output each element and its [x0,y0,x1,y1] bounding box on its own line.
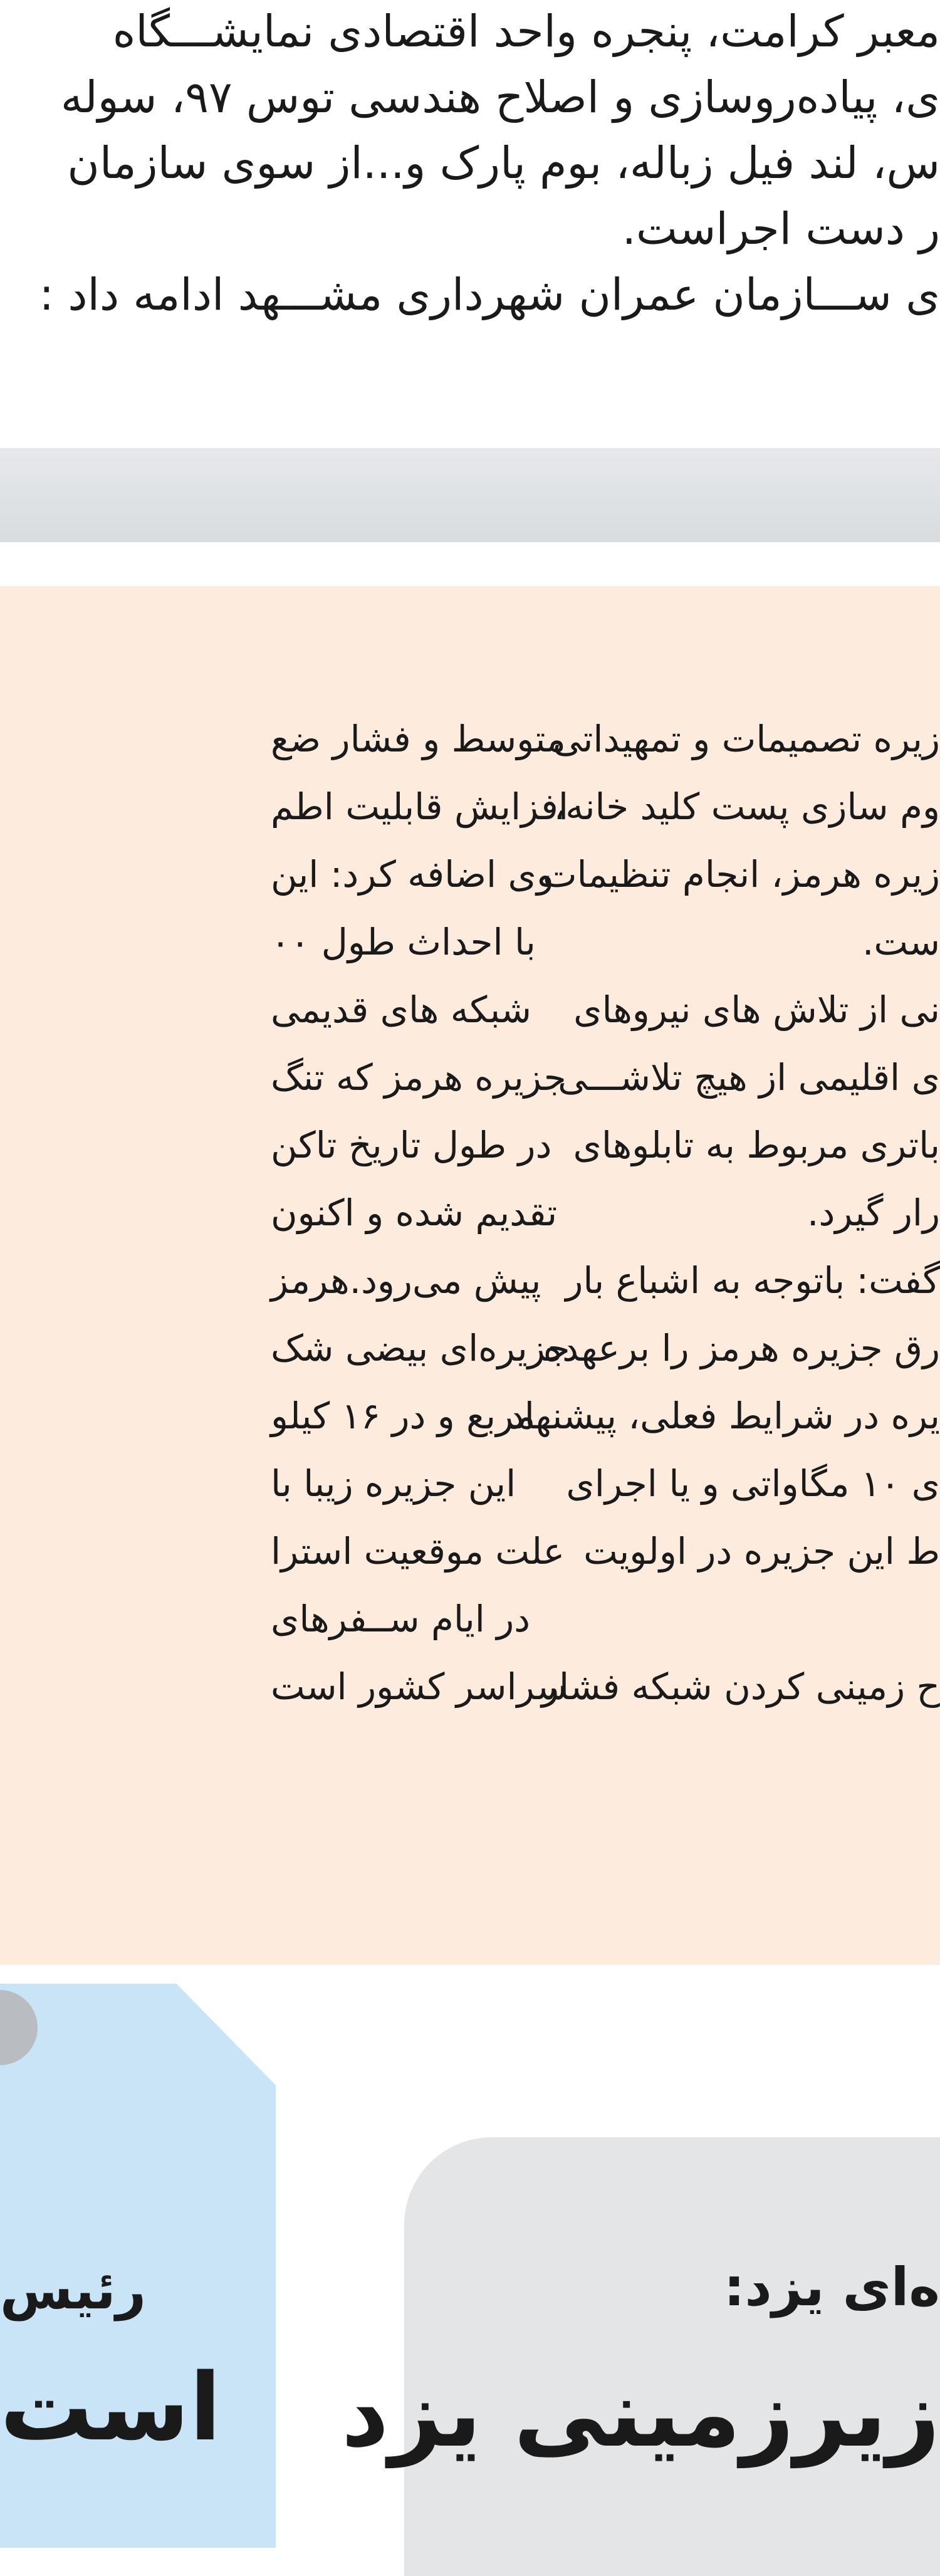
divider-band [0,448,940,542]
grey-quote-box [341,2137,940,2576]
article-line: متوسط و فشار ضع [271,718,566,760]
article-section [0,586,940,1965]
article-line: تقدیم شده و اکنون [271,1191,558,1234]
grey-box-headline: زیرزمینی یزد [341,2360,940,2468]
article-line: نی از تلاش های نیروهای [573,988,940,1031]
article-line: یره در شرایط فعلی، پیشنهاد [508,1395,940,1437]
article-line: وی اضافه کرد: این [271,853,554,896]
blue-box-headline: است [0,2353,221,2461]
article-line: زیره هرمز، انجام تنظیمات [542,853,940,896]
article-line: علت موقعیت استرا [271,1530,565,1573]
article-line: با احداث طول ۰۰ [271,921,536,963]
article-line: در طول تاریخ تاکن [271,1124,552,1166]
top-text-line: ر دست اجراست. [622,203,940,254]
article-line: در ایام ســفرهای [271,1598,531,1640]
top-text-line: معبر کرامت، پنجره واحد اقتصادی نمایشـــگاه [112,6,940,57]
article-line: ی اقلیمی از هیچ تلاشـــی [558,1056,940,1099]
blue-box-subtitle: رئیس [0,2259,146,2321]
article-line: افزایش قابلیت اطم [271,785,568,828]
article-line: زیره تصمیمات و تمهیداتی [552,718,940,760]
top-text-line: ی، پیاده‌روسازی و اصلاح هندسی توس ۹۷، سوله [60,71,940,123]
article-line: وم سازی پست کلید خانه، [553,785,940,828]
article-line: شبکه های قدیمی [271,988,531,1031]
article-line: مربع و در ۱۶ کیلو [271,1395,536,1437]
article-line: ست. [862,921,940,963]
article-line: رق جزیره هرمز را برعهده [543,1327,940,1369]
article-line: ط این جزیره در اولویت [583,1530,940,1573]
article-line: باتری مربوط به تابلوهای [573,1124,940,1166]
article-line: ی ۱۰ مگاواتی و یا اجرای [566,1462,940,1505]
article-line: جزیره‌ای بیضی شک [271,1327,570,1369]
article-line: پیش می‌رود.هرمز [271,1259,541,1302]
article-line: جزیره هرمز که تنگ [271,1056,567,1099]
top-text-line: ی ســـازمان عمران شهرداری مشـــهد ادامه داد : [39,269,940,320]
top-text-line: س، لند فیل زباله، بوم پارک و...از سوی سازمان [67,137,940,189]
article-line: گفت: باتوجه به اشباع بار [565,1259,940,1302]
article-line: رار گیرد. [807,1191,940,1234]
bottom-boxes-section [0,1965,940,2547]
article-line: سراسر کشور است [271,1665,568,1708]
article-left-column [271,705,609,1896]
article-line: ح زمینی کردن شبکه فشار [541,1665,940,1708]
article-line: این جزیره زیبا با [271,1462,516,1505]
top-text-section [0,0,940,439]
grey-box-subtitle: ه‌ای یزد: [723,2256,940,2318]
